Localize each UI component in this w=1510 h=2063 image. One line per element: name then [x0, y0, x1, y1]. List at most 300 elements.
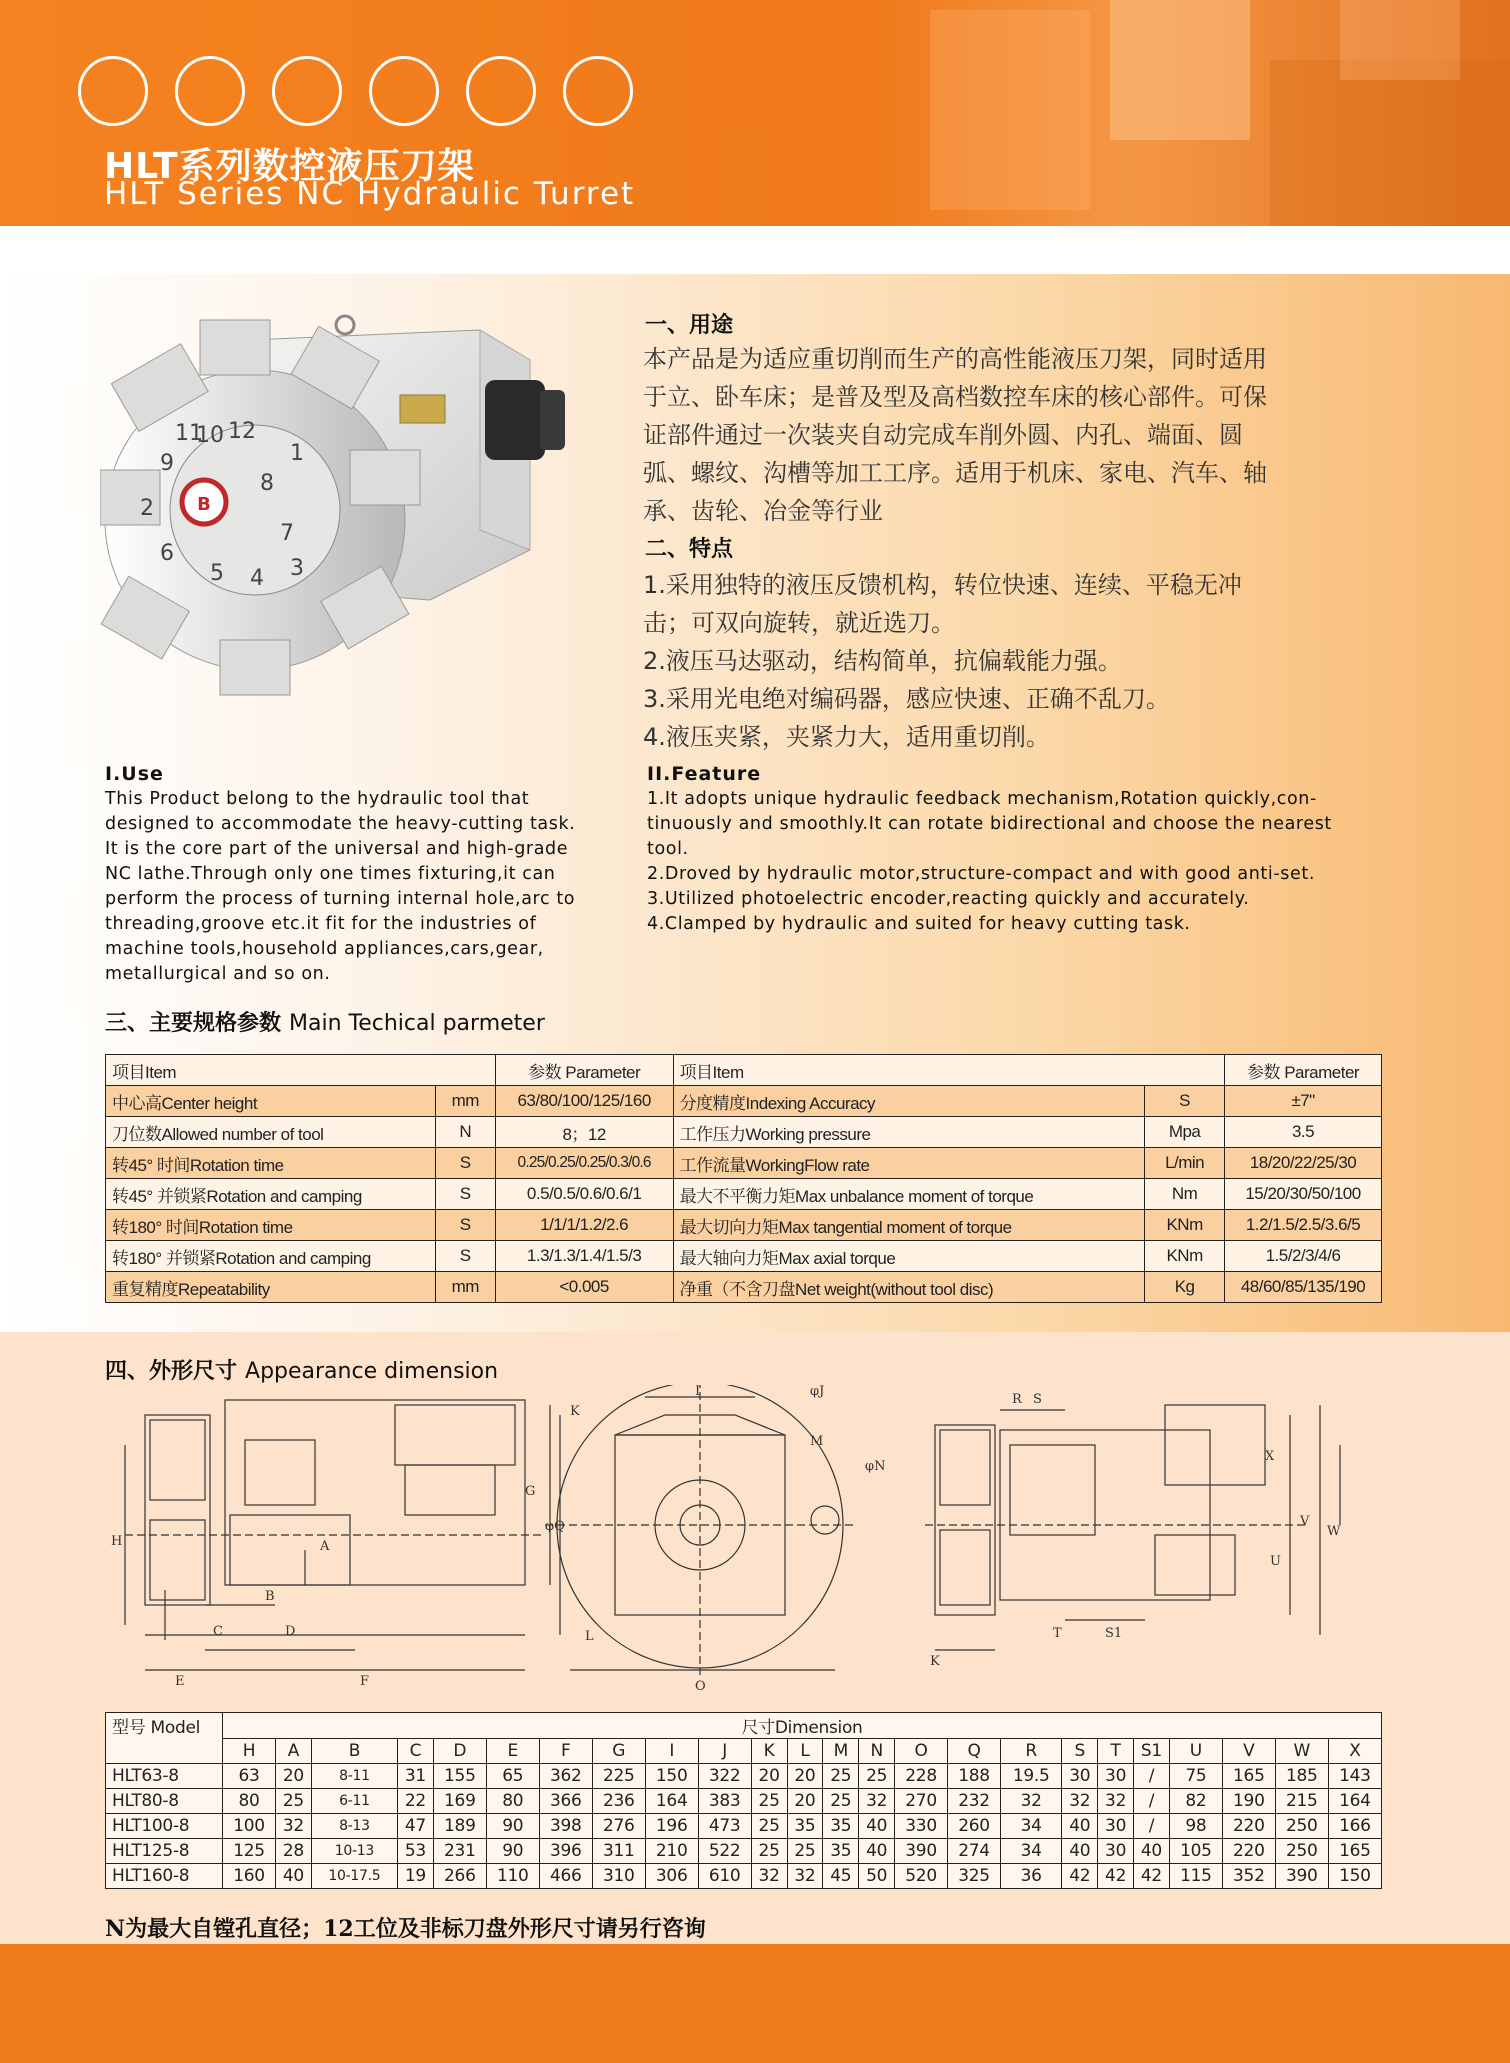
dim-cell: 30: [1098, 1839, 1134, 1864]
dial-number: 8: [260, 471, 274, 496]
dial-number: 6: [160, 541, 174, 566]
dim-label: K: [930, 1654, 940, 1669]
svg-text:B: B: [197, 494, 211, 515]
dim-model-cell: HLT125-8: [106, 1839, 223, 1864]
spec-cell: KNm: [1145, 1210, 1225, 1241]
dim-cell: 40: [859, 1839, 895, 1864]
dim-cell: 30: [1062, 1764, 1098, 1789]
spec-cell: 18/20/22/25/30: [1225, 1148, 1382, 1179]
dim-cell: 250: [1275, 1839, 1328, 1864]
feature-line-en: 3.Utilized photoelectric encoder,reacting quickly and accurately.: [647, 889, 1250, 909]
feature-line-en: 2.Droved by hydraulic motor,structure-compact and with good anti-set.: [647, 864, 1315, 884]
dim-cell: 40: [1062, 1814, 1098, 1839]
use-line-cn: 于立、卧车床；是普及型及高档数控车床的核心部件。可保: [643, 383, 1267, 411]
dim-label: S1: [1105, 1626, 1123, 1641]
dim-cell: 42: [1098, 1864, 1134, 1889]
dim-cell: 10-17.5: [311, 1864, 397, 1889]
dim-column-header: D: [433, 1739, 486, 1764]
dim-column-header: X: [1328, 1739, 1381, 1764]
spec-cell: ±7": [1225, 1086, 1382, 1117]
dim-cell: 270: [895, 1789, 948, 1814]
dim-column-header: W: [1275, 1739, 1328, 1764]
dim-cell: 32: [1062, 1789, 1098, 1814]
dim-row: [106, 1814, 1382, 1839]
dim-cell: 522: [698, 1839, 751, 1864]
dim-cell: 31: [397, 1764, 433, 1789]
dim-label: D: [285, 1624, 296, 1639]
dim-cell: 155: [433, 1764, 486, 1789]
spec-cell: 1.2/1.5/2.5/3.6/5: [1225, 1210, 1382, 1241]
use-line-en: designed to accommodate the heavy-cutting task.: [105, 814, 576, 834]
dim-model-cell: HLT160-8: [106, 1864, 223, 1889]
dim-cell: 53: [397, 1839, 433, 1864]
dim-model-cell: HLT80-8: [106, 1789, 223, 1814]
feature-line-cn: 4.液压夹紧，夹紧力大，适用重切削。: [643, 723, 1050, 751]
dim-cell: 466: [539, 1864, 592, 1889]
dim-label: C: [213, 1624, 223, 1639]
use-line-cn: 弧、螺纹、沟槽等加工工序。适用于机床、家电、汽车、轴: [643, 459, 1267, 487]
dim-cell: 189: [433, 1814, 486, 1839]
dim-cell: 45: [823, 1864, 859, 1889]
dim-cell: 32: [1098, 1789, 1134, 1814]
dim-cell: 25: [751, 1814, 787, 1839]
dim-cell: 115: [1169, 1864, 1222, 1889]
dim-cell: 90: [486, 1814, 539, 1839]
spec-cell: 1/1/1/1.2/2.6: [495, 1210, 673, 1241]
dim-cell: 188: [948, 1764, 1001, 1789]
dim-cell: 165: [1222, 1764, 1275, 1789]
dim-cell: 19: [397, 1864, 433, 1889]
dim-cell: /: [1134, 1764, 1170, 1789]
dim-column-header: B: [311, 1739, 397, 1764]
dial-number: 3: [290, 556, 304, 581]
dial-number: 10: [196, 423, 224, 448]
dim-model-header: 型号 Model: [106, 1713, 223, 1764]
dim-cell: 50: [859, 1864, 895, 1889]
spec-cell: 1.5/2/3/4/6: [1225, 1241, 1382, 1272]
dim-cell: 80: [486, 1789, 539, 1814]
dim-column-header: H: [223, 1739, 276, 1764]
spec-cell: 8；12: [495, 1117, 673, 1148]
dim-model-cell: HLT100-8: [106, 1814, 223, 1839]
dim-cell: 310: [592, 1864, 645, 1889]
title-cn: HLT系列数控液压刀架: [104, 146, 475, 187]
dim-cell: 190: [1222, 1789, 1275, 1814]
dim-cell: /: [1134, 1814, 1170, 1839]
appearance-heading: [105, 1354, 498, 1385]
dim-cell: 90: [486, 1839, 539, 1864]
dim-cell: 22: [397, 1789, 433, 1814]
dim-cell: 32: [751, 1864, 787, 1889]
dim-cell: 25: [823, 1789, 859, 1814]
dim-cell: 383: [698, 1789, 751, 1814]
spec-heading-en: Main Techical parmeter: [289, 1011, 545, 1036]
spec-cell: 分度精度Indexing Accuracy: [673, 1086, 1145, 1117]
title-en: HLT Series NC Hydraulic Turret: [104, 176, 636, 212]
dim-label: B: [265, 1589, 275, 1604]
feature-line-cn: 击；可双向旋转，就近选刀。: [643, 609, 955, 637]
spec-cell: 最大轴向力矩Max axial torque: [673, 1241, 1145, 1272]
spec-header-item: 项目Item: [673, 1055, 1224, 1086]
spec-cell: 48/60/85/135/190: [1225, 1272, 1382, 1303]
dim-cell: 65: [486, 1764, 539, 1789]
dim-label: I: [695, 1385, 701, 1399]
dim-column-header: O: [895, 1739, 948, 1764]
dim-label: O: [695, 1679, 706, 1694]
dim-column-header: S: [1062, 1739, 1098, 1764]
dim-row: [106, 1764, 1382, 1789]
dim-cell: 32: [275, 1814, 311, 1839]
dim-cell: 231: [433, 1839, 486, 1864]
spec-cell: 重复精度Repeatability: [106, 1272, 436, 1303]
spec-cell: 0.5/0.5/0.6/0.6/1: [495, 1179, 673, 1210]
spec-cell: 工作流量WorkingFlow rate: [673, 1148, 1145, 1179]
dim-cell: 164: [1328, 1789, 1381, 1814]
dim-column-header: M: [823, 1739, 859, 1764]
dim-column-header: L: [787, 1739, 823, 1764]
spec-heading: [105, 1006, 545, 1037]
dim-cell: 110: [486, 1864, 539, 1889]
dim-cell: 40: [859, 1814, 895, 1839]
use-line-cn: 承、齿轮、冶金等行业: [643, 497, 883, 525]
use-paragraph-cn: [643, 340, 1373, 530]
dim-cell: 520: [895, 1864, 948, 1889]
spec-cell: 转180° 时间Rotation time: [106, 1210, 436, 1241]
dim-cell: 220: [1222, 1814, 1275, 1839]
spec-header-param: 参数 Parameter: [1225, 1055, 1382, 1086]
spec-cell: KNm: [1145, 1241, 1225, 1272]
dim-cell: 330: [895, 1814, 948, 1839]
dim-label: V: [1300, 1514, 1310, 1529]
feature-line-en: tool.: [647, 839, 689, 859]
dim-cell: 8-11: [311, 1764, 397, 1789]
dim-cell: 63: [223, 1764, 276, 1789]
dim-column-header: S1: [1134, 1739, 1170, 1764]
top-view-drawing: [925, 1392, 1341, 1669]
dim-cell: 260: [948, 1814, 1001, 1839]
dim-column-header: I: [645, 1739, 698, 1764]
dim-cell: 20: [275, 1764, 311, 1789]
dim-cell: 398: [539, 1814, 592, 1839]
dim-cell: 473: [698, 1814, 751, 1839]
spec-cell: <0.005: [495, 1272, 673, 1303]
dim-label: F: [360, 1674, 370, 1689]
spec-cell: 15/20/30/50/100: [1225, 1179, 1382, 1210]
dim-label: M: [810, 1434, 824, 1449]
dim-label: H: [111, 1534, 123, 1549]
dimension-table: [105, 1712, 1382, 1889]
use-line-en: metallurgical and so on.: [105, 964, 331, 984]
dim-cell: 40: [1062, 1839, 1098, 1864]
dim-cell: 196: [645, 1814, 698, 1839]
dim-cell: 322: [698, 1764, 751, 1789]
dim-cell: 150: [645, 1764, 698, 1789]
dim-label: φQ: [545, 1519, 565, 1534]
dim-column-header: K: [751, 1739, 787, 1764]
dim-cell: 236: [592, 1789, 645, 1814]
dim-column-header: V: [1222, 1739, 1275, 1764]
dial-number: 1: [290, 441, 304, 466]
dim-column-header: J: [698, 1739, 751, 1764]
spec-cell: 0.25/0.25/0.25/0.3/0.6: [495, 1148, 673, 1179]
dim-label: A: [320, 1539, 330, 1554]
dial-number: 7: [280, 521, 294, 546]
dim-cell: 266: [433, 1864, 486, 1889]
spec-heading-cn: 三、主要规格参数: [105, 1011, 282, 1036]
spec-row: [106, 1210, 1382, 1241]
dial-number: 4: [250, 566, 264, 591]
dim-cell: 25: [787, 1839, 823, 1864]
dial-number: 11: [175, 421, 203, 446]
appearance-heading-cn: 四、外形尺寸: [105, 1359, 238, 1384]
feature-heading-cn: 二、特点: [645, 537, 734, 562]
dim-row: [106, 1789, 1382, 1814]
spec-row: [106, 1117, 1382, 1148]
dim-cell: 30: [1098, 1814, 1134, 1839]
dim-cell: 150: [1328, 1864, 1381, 1889]
spec-cell: Kg: [1145, 1272, 1225, 1303]
dim-cell: 32: [787, 1864, 823, 1889]
spec-header-param: 参数 Parameter: [495, 1055, 673, 1086]
spec-cell: 63/80/100/125/160: [495, 1086, 673, 1117]
dim-cell: 390: [895, 1839, 948, 1864]
dim-cell: 25: [275, 1789, 311, 1814]
use-heading-cn: 一、用途: [645, 313, 734, 338]
dim-group-row: [106, 1713, 1382, 1739]
dim-cell: 30: [1098, 1764, 1134, 1789]
dim-column-header: U: [1169, 1739, 1222, 1764]
spec-cell: mm: [435, 1086, 495, 1117]
dim-label: S: [1033, 1392, 1042, 1407]
dim-column-header: N: [859, 1739, 895, 1764]
dim-cell: 366: [539, 1789, 592, 1814]
spec-row: [106, 1179, 1382, 1210]
spec-cell: 1.3/1.3/1.4/1.5/3: [495, 1241, 673, 1272]
dim-label: E: [175, 1674, 185, 1689]
dial-number: 2: [140, 496, 154, 521]
dim-cell: 274: [948, 1839, 1001, 1864]
dim-cell: 8-13: [311, 1814, 397, 1839]
dim-cell: 610: [698, 1864, 751, 1889]
spec-cell: 工作压力Working pressure: [673, 1117, 1145, 1148]
spec-cell: Mpa: [1145, 1117, 1225, 1148]
spec-cell: 3.5: [1225, 1117, 1382, 1148]
dim-cell: 98: [1169, 1814, 1222, 1839]
use-line-en: threading,groove etc.it fit for the industries of: [105, 914, 537, 934]
dim-column-header: T: [1098, 1739, 1134, 1764]
dim-cell: 82: [1169, 1789, 1222, 1814]
turret-product-image: [100, 300, 570, 730]
spec-cell: S: [435, 1241, 495, 1272]
spec-header-item: 项目Item: [106, 1055, 496, 1086]
dim-cell: 80: [223, 1789, 276, 1814]
dim-cell: 232: [948, 1789, 1001, 1814]
dim-cell: 35: [823, 1839, 859, 1864]
dim-cell: 390: [1275, 1864, 1328, 1889]
dim-cell: 352: [1222, 1864, 1275, 1889]
feature-paragraph-cn: [643, 566, 1373, 756]
use-line-en: machine tools,household appliances,cars,gear,: [105, 939, 544, 959]
dim-cell: 125: [223, 1839, 276, 1864]
dim-cell: 28: [275, 1839, 311, 1864]
dim-cell: 210: [645, 1839, 698, 1864]
dim-label: G: [525, 1484, 536, 1499]
dim-cell: 164: [645, 1789, 698, 1814]
dim-cell: 34: [1001, 1839, 1062, 1864]
spec-cell: S: [435, 1210, 495, 1241]
spec-cell: 中心高Center height: [106, 1086, 436, 1117]
dim-cell: 396: [539, 1839, 592, 1864]
footer-band: [0, 1944, 1510, 2063]
dim-cell: 20: [787, 1764, 823, 1789]
spec-cell: S: [435, 1148, 495, 1179]
dim-cell: 32: [1001, 1789, 1062, 1814]
decorative-circles: [78, 56, 633, 126]
spec-row: [106, 1272, 1382, 1303]
feature-heading-en: II.Feature: [647, 763, 762, 785]
dim-column-header: E: [486, 1739, 539, 1764]
dim-cell: 42: [1134, 1864, 1170, 1889]
spec-header-row: [106, 1055, 1382, 1086]
dim-cell: 166: [1328, 1814, 1381, 1839]
use-line-en: It is the core part of the universal and high-grade: [105, 839, 569, 859]
feature-line-en: 4.Clamped by hydraulic and suited for heavy cutting task.: [647, 914, 1191, 934]
dim-cell: 306: [645, 1864, 698, 1889]
dim-cell: 34: [1001, 1814, 1062, 1839]
use-heading-en: I.Use: [105, 763, 164, 785]
dim-label: T: [1053, 1626, 1062, 1641]
dim-cell: 276: [592, 1814, 645, 1839]
appearance-heading-en: Appearance dimension: [245, 1359, 499, 1384]
dim-cell: 36: [1001, 1864, 1062, 1889]
dim-cell: 100: [223, 1814, 276, 1839]
use-line-en: This Product belong to the hydraulic tool that: [105, 789, 530, 809]
spec-cell: S: [1145, 1086, 1225, 1117]
dim-column-header: A: [275, 1739, 311, 1764]
spec-cell: 转180° 并锁紧Rotation and camping: [106, 1241, 436, 1272]
header-photo: [870, 0, 1510, 226]
dim-cell: 35: [823, 1814, 859, 1839]
spec-cell: L/min: [1145, 1148, 1225, 1179]
dim-cell: 220: [1222, 1839, 1275, 1864]
dim-column-header: Q: [948, 1739, 1001, 1764]
dim-cell: 35: [787, 1814, 823, 1839]
spec-cell: 转45° 并锁紧Rotation and camping: [106, 1179, 436, 1210]
dim-cell: 311: [592, 1839, 645, 1864]
feature-line-cn: 1.采用独特的液压反馈机构，转位快速、连续、平稳无冲: [643, 571, 1242, 599]
spec-cell: 最大切向力矩Max tangential moment of torque: [673, 1210, 1145, 1241]
dim-cell: 10-13: [311, 1839, 397, 1864]
dim-column-header: F: [539, 1739, 592, 1764]
dim-cell: 105: [1169, 1839, 1222, 1864]
dim-cell: 228: [895, 1764, 948, 1789]
dim-column-header: R: [1001, 1739, 1062, 1764]
use-line-cn: 证部件通过一次装夹自动完成车削外圆、内孔、端面、圆: [643, 421, 1243, 449]
dim-model-cell: HLT63-8: [106, 1764, 223, 1789]
dim-label: φJ: [810, 1385, 825, 1399]
spec-cell: N: [435, 1117, 495, 1148]
dim-cell: 362: [539, 1764, 592, 1789]
dim-column-row: [106, 1739, 1382, 1764]
dial-number: 9: [160, 451, 174, 476]
dim-cell: 20: [751, 1764, 787, 1789]
front-view-drawing: [545, 1385, 885, 1694]
use-line-en: perform the process of turning internal hole,arc to: [105, 889, 576, 909]
dim-cell: 40: [275, 1864, 311, 1889]
dim-cell: 47: [397, 1814, 433, 1839]
dim-cell: 25: [823, 1764, 859, 1789]
dim-cell: 325: [948, 1864, 1001, 1889]
dim-cell: 25: [751, 1789, 787, 1814]
footnote: N为最大自镗孔直径；12工位及非标刀盘外形尺寸请另行咨询: [105, 1916, 706, 1942]
feature-line-en: tinuously and smoothly.It can rotate bidirectional and choose the nearest: [647, 814, 1332, 834]
dim-cell: 160: [223, 1864, 276, 1889]
dim-cell: 225: [592, 1764, 645, 1789]
spec-cell: 最大不平衡力矩Max unbalance moment of torque: [673, 1179, 1145, 1210]
dim-cell: 143: [1328, 1764, 1381, 1789]
spec-cell: 净重（不含刀盘Net weight(without tool disc): [673, 1272, 1145, 1303]
spec-cell: 刀位数Allowed number of tool: [106, 1117, 436, 1148]
feature-line-en: 1.It adopts unique hydraulic feedback mechanism,Rotation quickly,con-: [647, 789, 1317, 809]
use-line-en: NC lathe.Through only one times fixturing,it can: [105, 864, 556, 884]
dim-column-header: G: [592, 1739, 645, 1764]
dim-label: K: [570, 1404, 580, 1419]
feature-line-cn: 2.液压马达驱动，结构简单，抗偏载能力强。: [643, 647, 1122, 675]
dim-cell: 32: [859, 1789, 895, 1814]
feature-paragraph-en: [647, 787, 1387, 937]
dim-cell: 19.5: [1001, 1764, 1062, 1789]
use-paragraph-en: [105, 787, 625, 987]
dim-label: φN: [865, 1459, 886, 1474]
dim-row: [106, 1864, 1382, 1889]
spec-row: [106, 1148, 1382, 1179]
dim-cell: 25: [859, 1764, 895, 1789]
dim-cell: 75: [1169, 1764, 1222, 1789]
use-line-cn: 本产品是为适应重切削而生产的高性能液压刀架，同时适用: [643, 345, 1267, 373]
dim-cell: 42: [1062, 1864, 1098, 1889]
spec-cell: mm: [435, 1272, 495, 1303]
feature-line-cn: 3.采用光电绝对编码器，感应快速、正确不乱刀。: [643, 685, 1170, 713]
dim-column-header: C: [397, 1739, 433, 1764]
spec-row: [106, 1241, 1382, 1272]
spec-cell: Nm: [1145, 1179, 1225, 1210]
dim-cell: 215: [1275, 1789, 1328, 1814]
dim-cell: 185: [1275, 1764, 1328, 1789]
dim-cell: 25: [751, 1839, 787, 1864]
spec-table: [105, 1054, 1382, 1303]
dial-number: 12: [228, 419, 256, 444]
dim-cell: 250: [1275, 1814, 1328, 1839]
dim-cell: 169: [433, 1789, 486, 1814]
dim-label: W: [1327, 1524, 1341, 1539]
header-banner: [0, 0, 1510, 226]
spec-cell: 转45° 时间Rotation time: [106, 1148, 436, 1179]
dim-cell: /: [1134, 1789, 1170, 1814]
dim-label: U: [1270, 1554, 1281, 1569]
dim-label: X: [1265, 1449, 1275, 1464]
dim-cell: 6-11: [311, 1789, 397, 1814]
dim-cell: 165: [1328, 1839, 1381, 1864]
spec-row: [106, 1086, 1382, 1117]
spec-cell: S: [435, 1179, 495, 1210]
dimension-drawings: [105, 1385, 1400, 1695]
dim-group-header: 尺寸Dimension: [223, 1713, 1382, 1739]
dim-row: [106, 1839, 1382, 1864]
dim-label: L: [585, 1629, 594, 1644]
dim-cell: 20: [787, 1789, 823, 1814]
dim-label: R: [1012, 1392, 1022, 1407]
dial-number: 5: [210, 561, 224, 586]
